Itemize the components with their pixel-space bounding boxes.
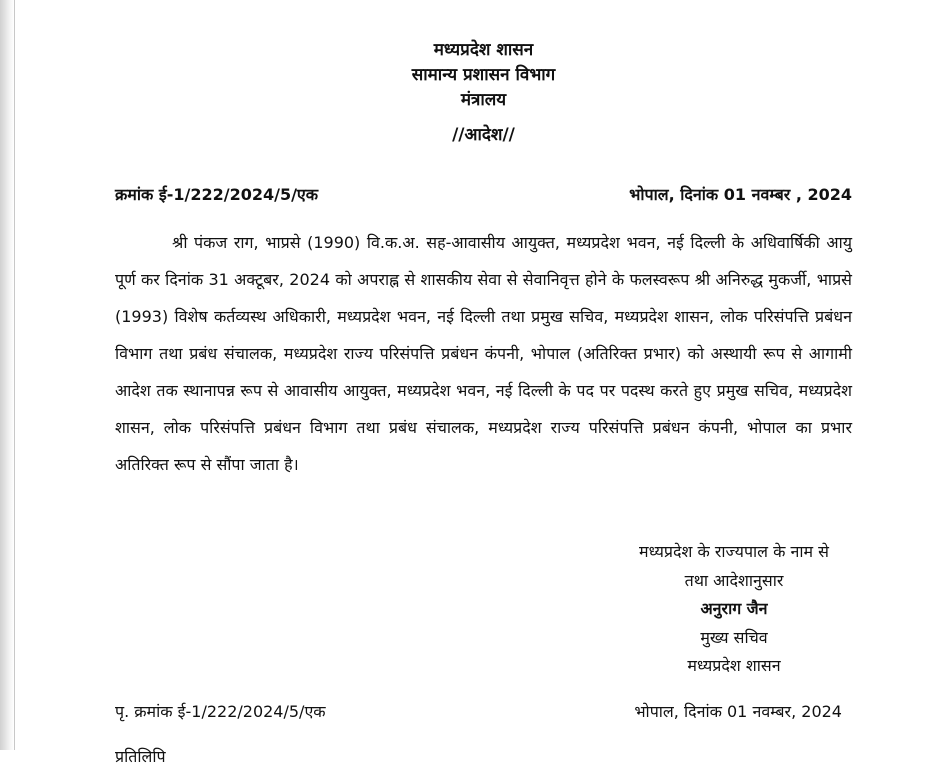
- signature-block: [609, 538, 859, 681]
- signature-authority: मध्यप्रदेश के राज्यपाल के नाम से: [639, 542, 829, 561]
- endorsement-number: पृ. क्रमांक ई-1/222/2024/5/एक: [115, 702, 326, 721]
- header-department: सामान्य प्रशासन विभाग: [411, 65, 556, 85]
- page-edge-shadow: [0, 0, 14, 750]
- signatory-office: मध्यप्रदेश शासन: [687, 656, 781, 675]
- document-header: [115, 38, 852, 113]
- order-body: श्री पंकज राग, भाप्रसे (1990) वि.क.अ. सह-आवासीय आयुक्त, मध्यप्रदेश भवन, नई दिल्ली के अधिवार्षिकी आयु पूर्ण कर दिनांक 31 अक्टूबर, 2024 को अपराह्न से शासकीय सेवा से सेवानिवृत्त होने के फलस्वरूप श्री अनिरुद्ध मुकर्जी, भाप्रसे (1993) विशेष कर्तव्यस्थ अधिकारी, मध्यप्रदेश भवन, नई दिल्ली तथा प्रमुख सचिव, मध्यप्रदेश शासन, लोक परिसंपत्ति प्रबंधन विभाग तथा प्रबंध संचालक, मध्यप्रदेश राज्य परिसंपत्ति प्रबंधन कंपनी, भोपाल (अतिरिक्त प्रभार) को अस्थायी रूप से आगामी आदेश तक स्थानापन्न रूप से आवासीय आयुक्त, मध्यप्रदेश भवन, नई दिल्ली के पद पर पदस्थ करते हुए प्रमुख सचिव, मध्यप्रदेश शासन, लोक परिसंपत्ति प्रबंधन विभाग तथा प्रबंध संचालक, मध्यप्रदेश राज्य परिसंपत्ति प्रबंधन कंपनी, भोपाल का प्रभार अतिरिक्त रूप से सौंपा जाता है।: [115, 233, 852, 474]
- signatory-designation: मुख्य सचिव: [700, 627, 768, 647]
- order-number: क्रमांक ई-1/222/2024/5/एक: [115, 185, 319, 204]
- signature-order-note: तथा आदेशानुसार: [684, 570, 784, 590]
- order-place-date: भोपाल, दिनांक 01 नवम्बर , 2024: [629, 185, 852, 204]
- endorsement-row: [115, 700, 842, 722]
- copy-to-heading: प्रतिलिपि: [115, 747, 166, 766]
- order-document: [115, 38, 852, 766]
- reference-row: [115, 183, 852, 205]
- order-title: //आदेश//: [452, 125, 515, 145]
- header-government: मध्यप्रदेश शासन: [433, 40, 534, 60]
- page-edge-line: [14, 0, 15, 750]
- header-ministry: मंत्रालय: [460, 90, 507, 110]
- signatory-name: अनुराग जैन: [700, 599, 768, 618]
- endorsement-place-date: भोपाल, दिनांक 01 नवम्बर, 2024: [634, 702, 842, 721]
